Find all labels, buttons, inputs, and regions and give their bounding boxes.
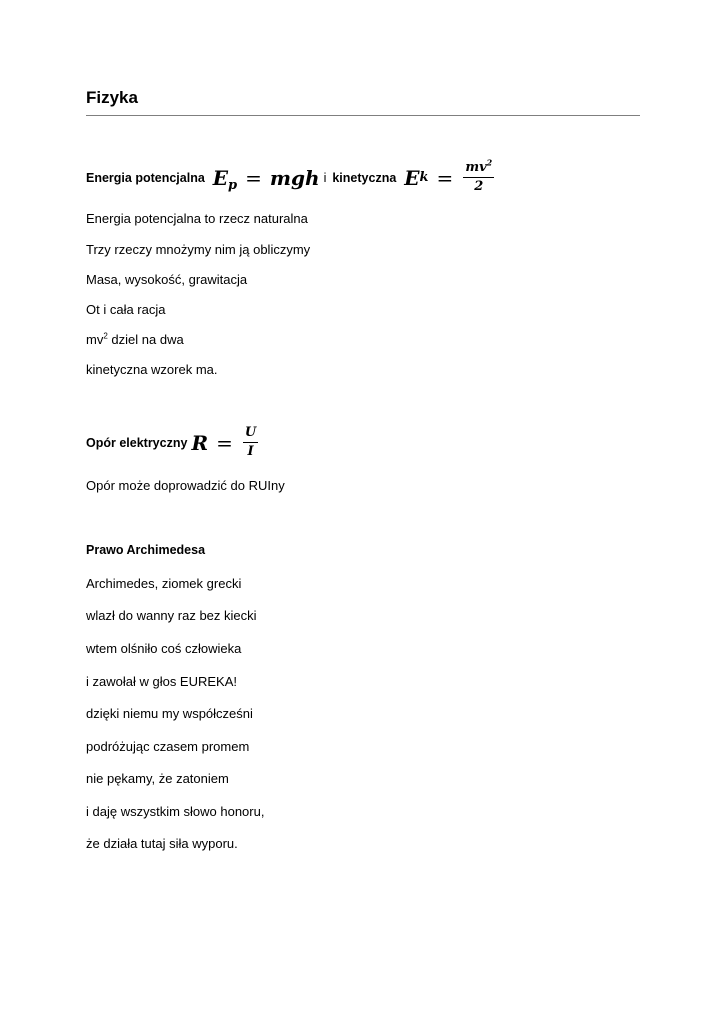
archimedes-line-7: nie pękamy, że zatoniem bbox=[86, 771, 229, 786]
energy-line-6: kinetyczna wzorek ma. bbox=[86, 362, 218, 377]
energy-line-2: Trzy rzeczy mnożymy nim ją obliczymy bbox=[86, 242, 311, 257]
ek-numerator bbox=[463, 157, 494, 178]
resistance-heading bbox=[86, 425, 258, 460]
energy-line-1: Energia potencjalna to rzecz naturalna bbox=[86, 211, 308, 226]
resistance-line: Opór może doprowadzić do RUIny bbox=[86, 478, 285, 493]
ep-formula bbox=[212, 165, 320, 193]
archimedes-line-9: że działa tutaj siła wyporu. bbox=[86, 836, 238, 851]
r-equals: = bbox=[216, 430, 233, 455]
ek-denominator: 2 bbox=[474, 179, 484, 194]
ek-numerator-exponent: 2 bbox=[486, 157, 493, 168]
r-denominator: I bbox=[247, 444, 254, 459]
ek-symbol: E bbox=[404, 165, 420, 190]
mv-exponent: 2 bbox=[103, 331, 108, 341]
archimedes-line-4: i zawołał w głos EUREKA! bbox=[86, 674, 237, 689]
energy-conjunction: i bbox=[323, 170, 327, 185]
archimedes-line-2: wlazł do wanny raz bez kiecki bbox=[86, 608, 257, 623]
ek-numerator-base: mv bbox=[465, 160, 487, 175]
title-divider bbox=[86, 115, 640, 116]
resistance-label: Opór elektryczny bbox=[86, 435, 188, 450]
r-numerator: U bbox=[243, 425, 258, 443]
r-fraction bbox=[243, 425, 258, 460]
mv-rest: dziel na dwa bbox=[111, 332, 184, 347]
r-symbol: R bbox=[191, 430, 209, 455]
energy-kinetic-label: kinetyczna bbox=[332, 170, 397, 185]
ep-symbol: E bbox=[212, 165, 229, 190]
archimedes-heading: Prawo Archimedesa bbox=[86, 543, 206, 557]
ek-fraction bbox=[463, 157, 494, 195]
ek-equals: = bbox=[436, 165, 454, 190]
page-title: Fizyka bbox=[86, 88, 138, 107]
ep-subscript: p bbox=[228, 177, 238, 193]
energy-line-3: Masa, wysokość, grawitacja bbox=[86, 272, 248, 287]
archimedes-line-1: Archimedes, ziomek grecki bbox=[86, 576, 242, 591]
archimedes-line-6: podróżując czasem promem bbox=[86, 739, 250, 754]
archimedes-line-8: i daję wszystkim słowo honoru, bbox=[86, 804, 265, 819]
mv-base: mv bbox=[86, 332, 104, 347]
ek-formula: E k = $\frac{mv^2}{2}$ bbox=[404, 157, 493, 194]
ep-equals: = bbox=[245, 165, 262, 190]
archimedes-line-5: dzięki niemu my współcześni bbox=[86, 706, 253, 721]
energy-line-5 bbox=[86, 332, 184, 347]
energy-heading bbox=[86, 157, 494, 195]
ep-rhs: mgh bbox=[269, 165, 320, 190]
archimedes-line-3: wtem olśniło coś człowieka bbox=[86, 641, 242, 656]
energy-potential-label: Energia potencjalna bbox=[86, 170, 205, 185]
resistance-formula bbox=[191, 425, 258, 460]
energy-line-4: Ot i cała racja bbox=[86, 302, 166, 317]
